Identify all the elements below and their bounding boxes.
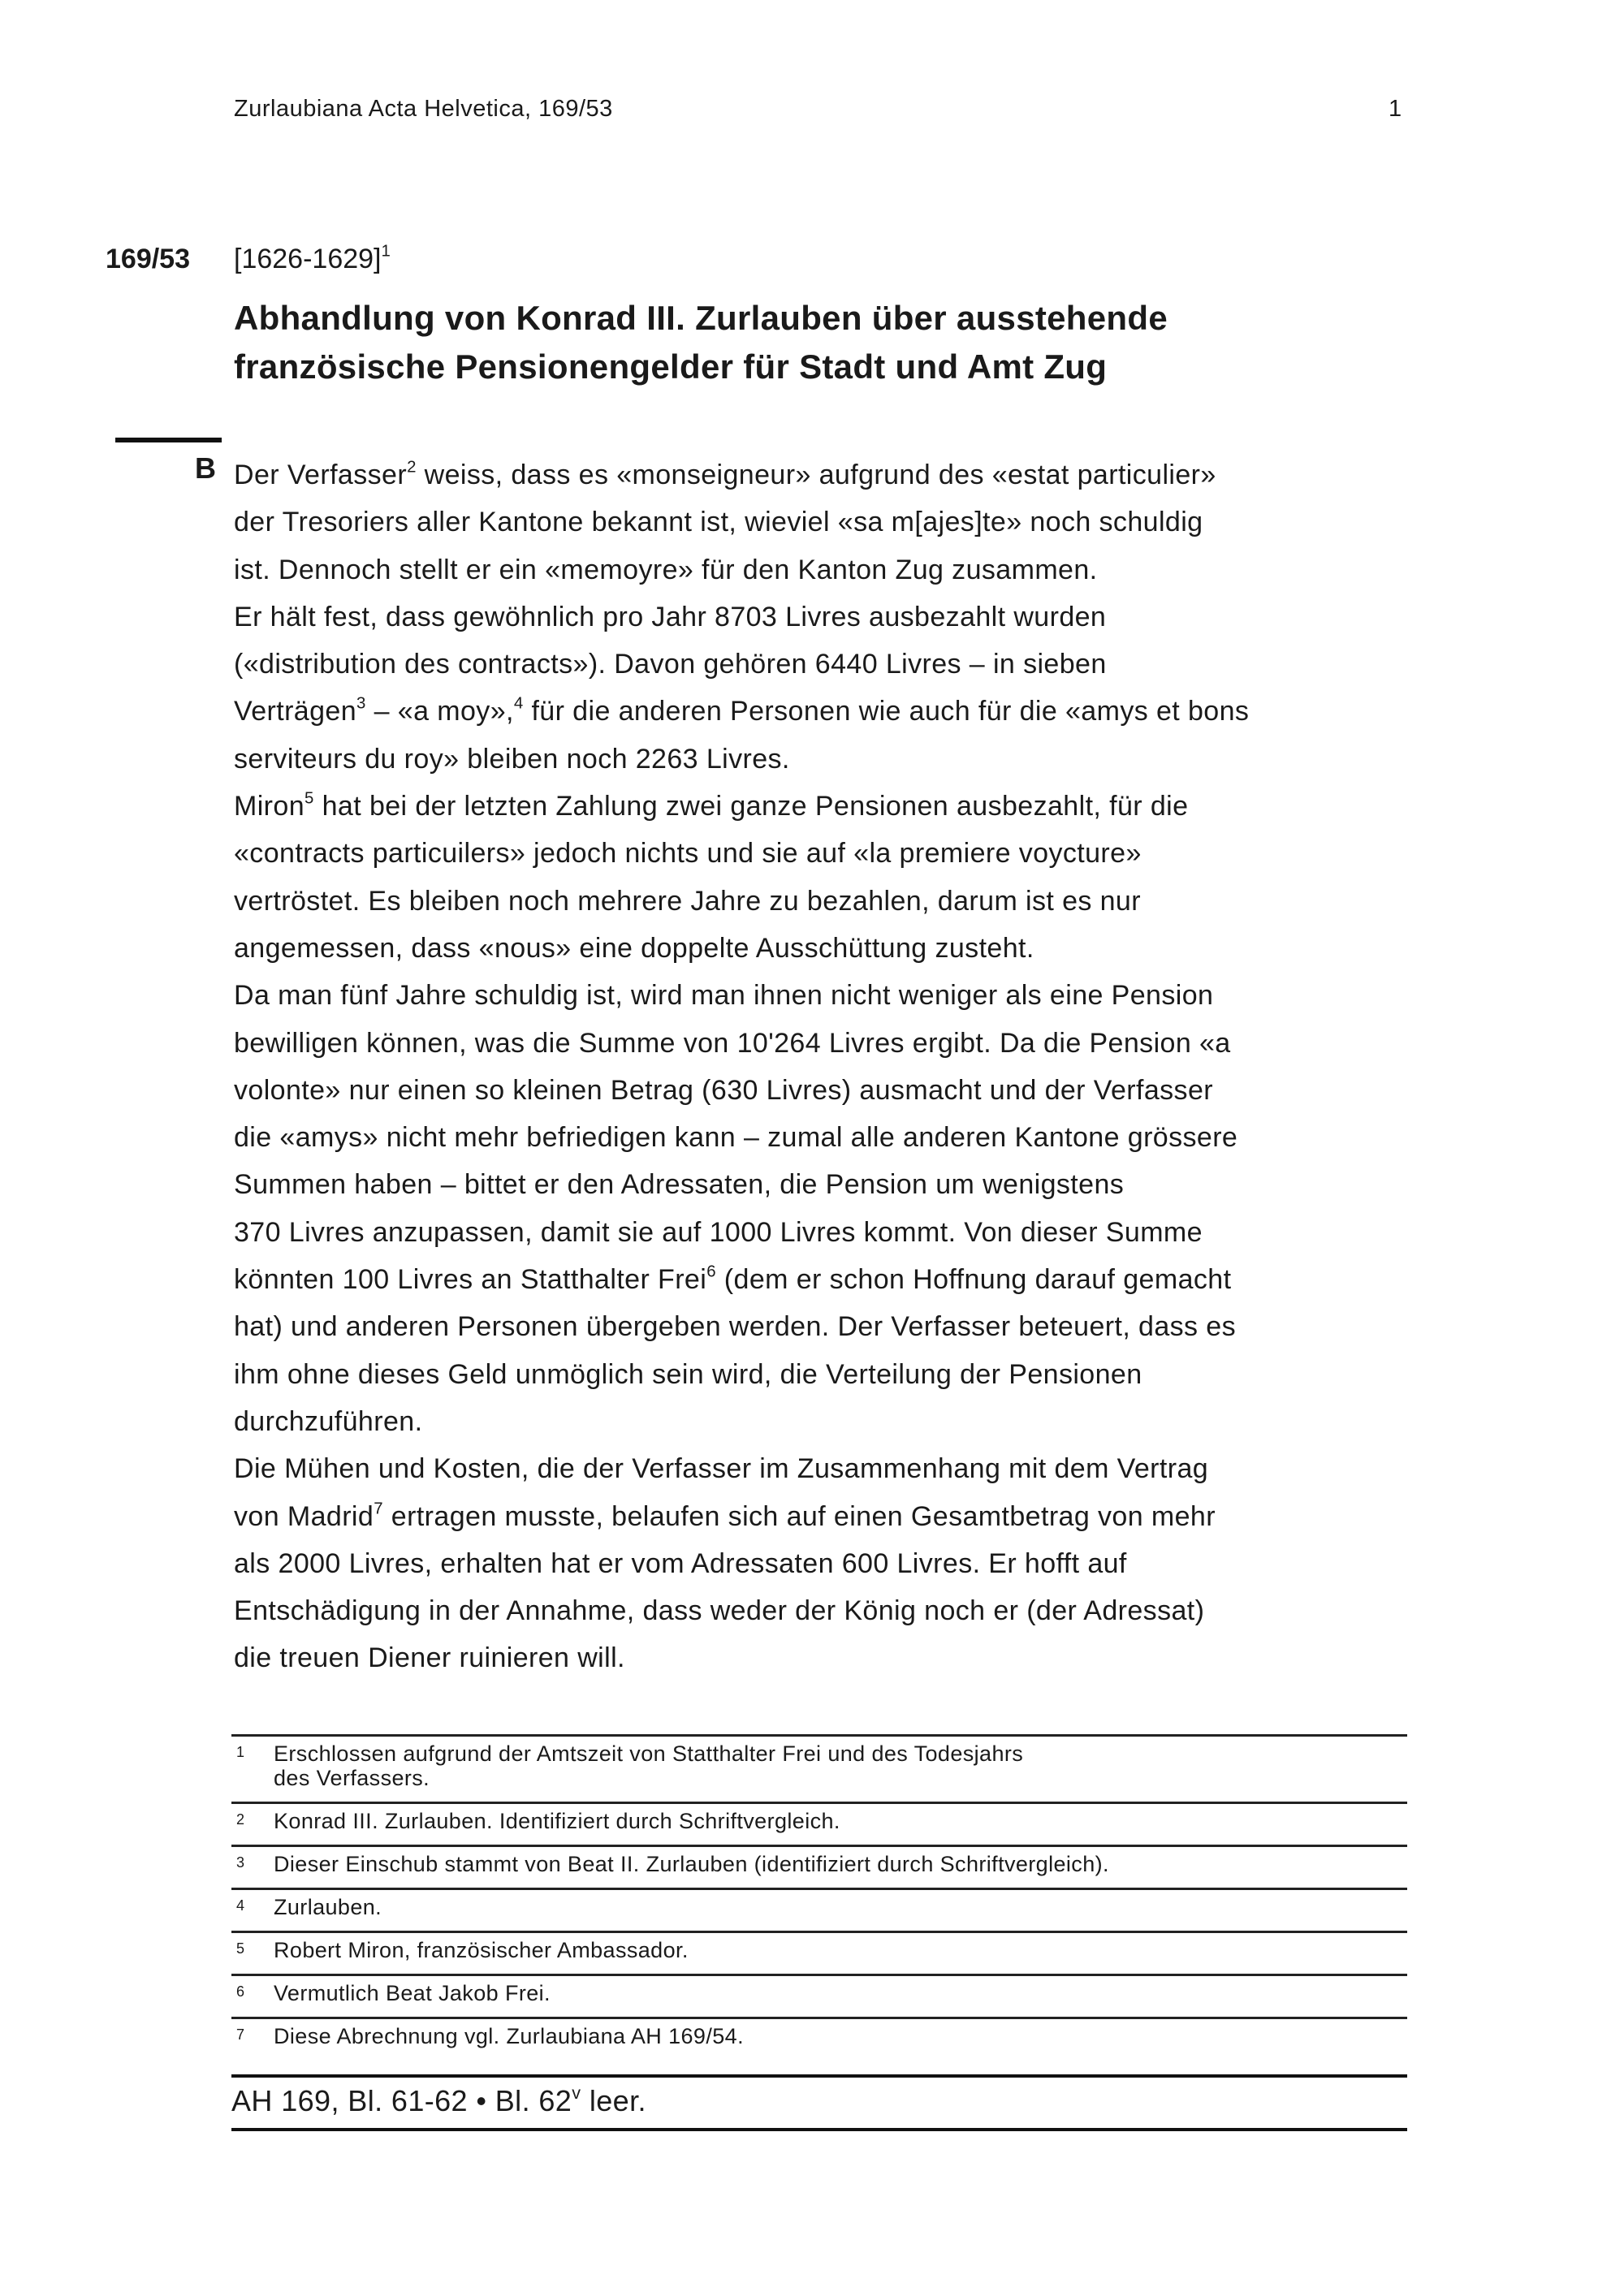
footnote-text: Diese Abrechnung vgl. Zurlaubiana AH 169/54. bbox=[274, 2024, 744, 2048]
margin-rule bbox=[115, 438, 222, 442]
text-segment: Entschädigung in der Annahme, dass weder der König noch er (der Adressat) bbox=[234, 1595, 1205, 1627]
source-sup: v bbox=[572, 2082, 581, 2103]
footnote-ref: 6 bbox=[706, 1262, 716, 1281]
text-segment: Verträgen bbox=[234, 696, 357, 727]
body-line bbox=[234, 498, 1249, 546]
footnote-number: 1 bbox=[236, 1744, 245, 1760]
text-segment: von Madrid bbox=[234, 1500, 374, 1532]
footnote-number: 2 bbox=[236, 1811, 245, 1828]
footnote-text: Konrad III. Zurlauben. Identifiziert durch Schriftvergleich. bbox=[274, 1809, 840, 1833]
page-number: 1 bbox=[1389, 96, 1402, 122]
text-segment: serviteurs du roy» bleiben noch 2263 Livres. bbox=[234, 743, 790, 775]
footnote-text: Dieser Einschub stammt von Beat II. Zurlauben (identifiziert durch Schriftvergleich). bbox=[274, 1852, 1109, 1876]
footnote-ref: 7 bbox=[374, 1500, 383, 1518]
source-tail: leer. bbox=[581, 2084, 646, 2117]
body-line bbox=[234, 783, 1249, 830]
footnote-text: Erschlossen aufgrund der Amtszeit von Statthalter Frei und des Todesjahrs bbox=[274, 1741, 1024, 1766]
body-line bbox=[234, 1634, 1249, 1681]
text-segment: für die anderen Personen wie auch für die «amys et bons bbox=[523, 696, 1250, 727]
text-segment: («distribution des contracts»). Davon gehören 6440 Livres – in sieben bbox=[234, 649, 1107, 680]
footnote bbox=[231, 1845, 1407, 1888]
body-line bbox=[234, 1351, 1249, 1398]
text-segment: die treuen Diener ruinieren will. bbox=[234, 1642, 625, 1674]
footnote-number: 7 bbox=[236, 2026, 245, 2043]
text-segment: die «amys» nicht mehr befriedigen kann – zumal alle anderen Kantone grössere bbox=[234, 1122, 1238, 1154]
text-segment: «contracts particuilers» jedoch nichts und sie auf «la premiere voycture» bbox=[234, 838, 1142, 870]
text-segment: volonte» nur einen so kleinen Betrag (630 Livres) ausmacht und der Verfasser bbox=[234, 1074, 1213, 1106]
footnote-number: 4 bbox=[236, 1897, 245, 1914]
text-segment: Summen haben – bittet er den Adressaten, die Pension um wenigstens bbox=[234, 1169, 1125, 1201]
body-line bbox=[234, 688, 1249, 735]
body-line bbox=[234, 1067, 1249, 1114]
body-line bbox=[234, 1161, 1249, 1208]
body-line bbox=[234, 1020, 1249, 1067]
body-line bbox=[234, 451, 1249, 498]
text-segment: ihm ohne dieses Geld unmöglich sein wird, die Verteilung der Pensionen bbox=[234, 1358, 1142, 1390]
body-line bbox=[234, 1114, 1249, 1161]
title-line: Abhandlung von Konrad III. Zurlauben über ausstehende bbox=[234, 299, 1168, 337]
body-line bbox=[234, 1445, 1249, 1492]
text-segment: – «a moy», bbox=[365, 696, 514, 727]
abstract-body bbox=[234, 451, 1249, 1682]
footnote bbox=[231, 1888, 1407, 1931]
footnote-text: Zurlauben. bbox=[274, 1895, 382, 1919]
body-line bbox=[234, 925, 1249, 972]
footnote-number: 3 bbox=[236, 1854, 245, 1871]
body-line bbox=[234, 1493, 1249, 1540]
text-segment: bewilligen können, was die Summe von 10'264 Livres ergibt. Da die Pension «a bbox=[234, 1027, 1231, 1059]
footnote-ref: 4 bbox=[513, 695, 524, 714]
footnote-text: des Verfassers. bbox=[274, 1766, 430, 1790]
text-segment: Miron bbox=[234, 791, 305, 822]
footnote bbox=[231, 1802, 1407, 1845]
body-line bbox=[234, 1540, 1249, 1587]
source-text: AH 169, Bl. 61-62 • Bl. 62 bbox=[231, 2084, 572, 2117]
text-segment: angemessen, dass «nous» eine doppelte Ausschüttung zusteht. bbox=[234, 932, 1034, 964]
text-segment: der Tresoriers aller Kantone bekannt ist, wieviel «sa m[ajes]te» noch schuldig bbox=[234, 507, 1203, 538]
footnote-ref: 2 bbox=[407, 458, 417, 477]
text-segment: Er hält fest, dass gewöhnlich pro Jahr 8703 Livres ausbezahlt wurden bbox=[234, 601, 1107, 632]
footnote bbox=[231, 1931, 1407, 1974]
source-reference bbox=[231, 2074, 1407, 2131]
footnote-ref: 1 bbox=[381, 242, 391, 261]
body-line bbox=[234, 972, 1249, 1019]
text-segment: Die Mühen und Kosten, die der Verfasser im Zusammenhang mit dem Vertrag bbox=[234, 1453, 1209, 1485]
footnote-ref: 3 bbox=[356, 695, 366, 714]
text-segment: hat bei der letzten Zahlung zwei ganze Pensionen ausbezahlt, für die bbox=[313, 791, 1189, 822]
footnote-text: Robert Miron, französischer Ambassador. bbox=[274, 1938, 689, 1962]
text-segment: 370 Livres anzupassen, damit sie auf 1000 Livres kommt. Von dieser Summe bbox=[234, 1216, 1203, 1248]
body-line bbox=[234, 546, 1249, 593]
document-date bbox=[234, 244, 391, 275]
body-line bbox=[234, 830, 1249, 877]
footnote-number: 6 bbox=[236, 1983, 245, 2000]
text-segment: weiss, dass es «monseigneur» aufgrund des «estat particulier» bbox=[416, 460, 1216, 490]
body-line bbox=[234, 1209, 1249, 1256]
text-segment: ist. Dennoch stellt er ein «memoyre» für den Kanton Zug zusammen. bbox=[234, 554, 1098, 585]
text-segment: hat) und anderen Personen übergeben werden. Der Verfasser beteuert, dass es bbox=[234, 1311, 1236, 1343]
body-line bbox=[234, 641, 1249, 688]
body-line bbox=[234, 1256, 1249, 1303]
footnote-text: Vermutlich Beat Jakob Frei. bbox=[274, 1981, 551, 2005]
text-segment: ertragen musste, belaufen sich auf einen Gesamtbetrag von mehr bbox=[382, 1500, 1216, 1532]
text-segment: könnten 100 Livres an Statthalter Frei bbox=[234, 1264, 707, 1296]
text-segment: Der Verfasser bbox=[234, 460, 408, 490]
document-title bbox=[234, 294, 1168, 391]
body-line bbox=[234, 1587, 1249, 1634]
section-marker: B bbox=[195, 451, 216, 485]
footnote-number: 5 bbox=[236, 1940, 245, 1957]
text-segment: als 2000 Livres, erhalten hat er vom Adressaten 600 Livres. Er hofft auf bbox=[234, 1547, 1127, 1579]
body-line bbox=[234, 593, 1249, 641]
body-line bbox=[234, 1303, 1249, 1350]
text-segment: Da man fünf Jahre schuldig ist, wird man ihnen nicht weniger als eine Pension bbox=[234, 980, 1214, 1012]
footnote bbox=[231, 1974, 1407, 2017]
title-line: französische Pensionengelder für Stadt und Amt Zug bbox=[234, 347, 1108, 386]
document-number: 169/53 bbox=[106, 244, 190, 274]
body-line bbox=[234, 1398, 1249, 1445]
footnote bbox=[231, 2017, 1407, 2060]
footnote-ref: 5 bbox=[304, 789, 314, 808]
footnotes bbox=[231, 1734, 1407, 2131]
body-line bbox=[234, 736, 1249, 783]
footnote bbox=[231, 1734, 1407, 1802]
body-line bbox=[234, 878, 1249, 925]
running-header: Zurlaubiana Acta Helvetica, 169/53 bbox=[234, 96, 613, 122]
date-text: [1626-1629] bbox=[234, 244, 382, 274]
text-segment: vertröstet. Es bleiben noch mehrere Jahre zu bezahlen, darum ist es nur bbox=[234, 885, 1141, 917]
text-segment: durchzuführen. bbox=[234, 1405, 423, 1437]
text-segment: (dem er schon Hoffnung darauf gemacht bbox=[715, 1264, 1232, 1296]
